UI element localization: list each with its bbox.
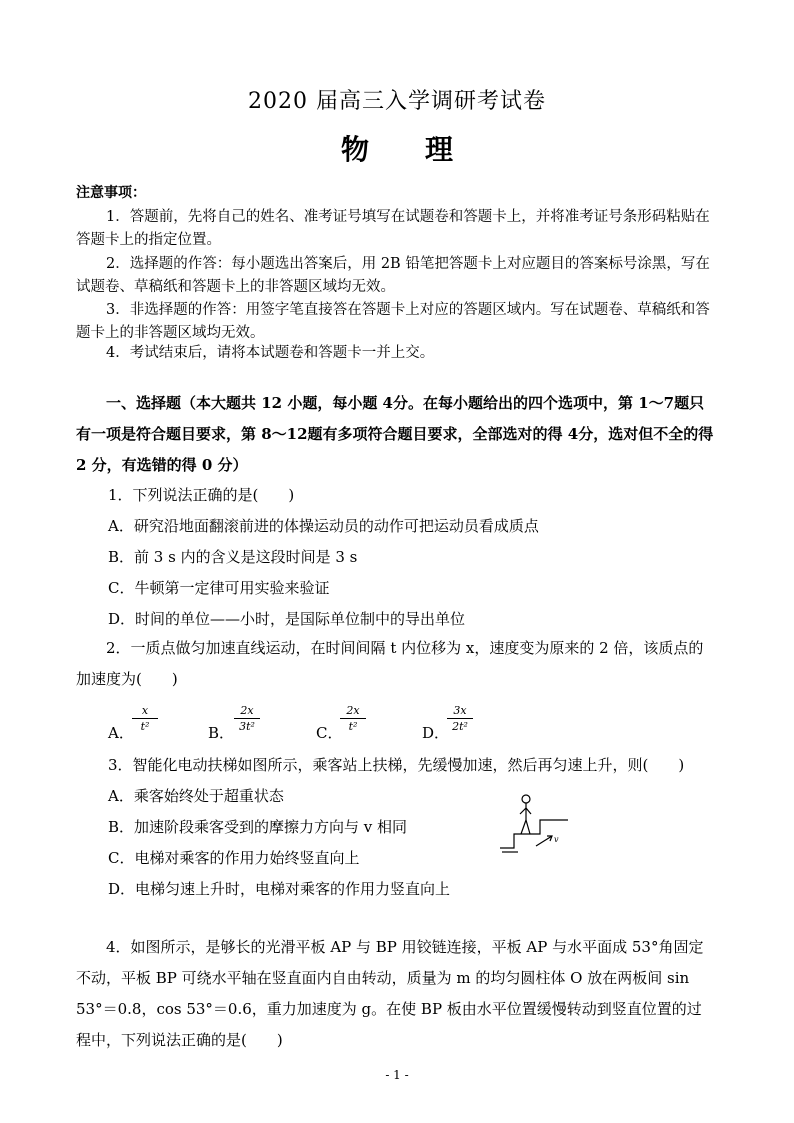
note-item-4: 4．考试结束后，请将本试题卷和答题卡一并上交。 — [106, 345, 435, 361]
q2-option-a-denominator: t² — [140, 720, 150, 733]
q2-option-c-numerator: 2x — [346, 704, 360, 717]
q2-option-c-letter: C． — [316, 724, 343, 742]
note-item-2: 2．选择题的作答：每小题选出答案后，用 2B 铅笔把答题卡上对应题目的答案标号涂黑，写在试题卷、草稿纸和答题卡上的非答题区域均无效。 — [76, 256, 710, 295]
velocity-label: v — [554, 835, 559, 844]
q2-option-a-numerator: x — [141, 704, 149, 717]
q3-option-d: D．电梯匀速上升时，电梯对乘客的作用力竖直向上 — [108, 880, 451, 898]
q1-option-b: B．前 3 s 内的含义是这段时间是 3 s — [108, 548, 358, 566]
q1-option-d: D．时间的单位——小时，是国际单位制中的导出单位 — [108, 610, 466, 628]
q2-option-b-fraction — [232, 704, 262, 733]
note-item-1: 1．答题前，先将自己的姓名、准考证号填写在试题卷和答题卡上，并将准考证号条形码粘贴在答题卡上的指定位置。 — [76, 209, 710, 248]
q2-option-b-numerator: 2x — [240, 704, 254, 717]
page-number: - 1 - — [385, 1068, 409, 1082]
q2-option-b-letter: B． — [208, 724, 235, 742]
q3-option-a: A．乘客始终处于超重状态 — [108, 787, 284, 805]
q4-stem: 4．如图所示，是够长的光滑平板 AP 与 BP 用铰链连接，平板 AP 与水平面成 53°角固定不动，平板 BP 可绕水平轴在竖直面内自由转动，质量为 m 的均匀圆柱体 O 放在两板间 sin 53°＝0.8，cos 53°＝0.6，重力加速度为 g。在使 BP 板由水平位置缓慢转动到竖直位置的过程中，下列说法正确的是( ) — [76, 938, 704, 1049]
q2-option-c-denominator: t² — [348, 720, 358, 733]
q2-option-d-fraction — [445, 704, 475, 733]
notes-heading: 注意事项： — [76, 185, 146, 201]
q1-option-c: C．牛顿第一定律可用实验来验证 — [108, 579, 330, 597]
q1-option-a: A．研究沿地面翻滚前进的体操运动员的动作可把运动员看成质点 — [108, 517, 539, 535]
q2-stem: 2．一质点做匀加速直线运动，在时间间隔 t 内位移为 x，速度变为原来的 2 倍，该质点的加速度为( ) — [76, 639, 704, 688]
q1-stem: 1．下列说法正确的是( ) — [108, 486, 295, 504]
q3-option-b: B．加速阶段乘客受到的摩擦力方向与 v 相同 — [108, 818, 408, 836]
q2-option-c-fraction — [338, 704, 368, 733]
q2-option-d-numerator: 3x — [453, 704, 467, 717]
subject-title: 物理 — [340, 133, 509, 166]
section-heading: 一、选择题（本大题共 12 小题，每小题 4分。在每小题给出的四个选项中，第 1～7题只有一项是符合题目要求，第 8～12题有多项符合题目要求，全部选对的得 4分，选对但不全的得 2 分，有选错的得 0 分） — [76, 394, 714, 474]
q2-option-a-letter: A． — [108, 724, 134, 742]
q2-options — [108, 704, 528, 750]
q2-option-d-letter: D． — [422, 724, 450, 742]
q2-option-a-fraction — [130, 704, 160, 733]
q2-option-d-denominator: 2t² — [452, 720, 468, 733]
q2-option-b-denominator: 3t² — [239, 720, 255, 733]
q3-option-c: C．电梯对乘客的作用力始终竖直向上 — [108, 849, 360, 867]
escalator-figure — [496, 790, 576, 860]
exam-title: 2020 届高三入学调研考试卷 — [248, 89, 546, 114]
q3-stem: 3．智能化电动扶梯如图所示，乘客站上扶梯，先缓慢加速，然后再匀速上升，则( ) — [108, 756, 685, 774]
note-item-3: 3．非选择题的作答：用签字笔直接答在答题卡上对应的答题区域内。写在试题卷、草稿纸和答题卡上的非答题区域均无效。 — [76, 302, 710, 341]
